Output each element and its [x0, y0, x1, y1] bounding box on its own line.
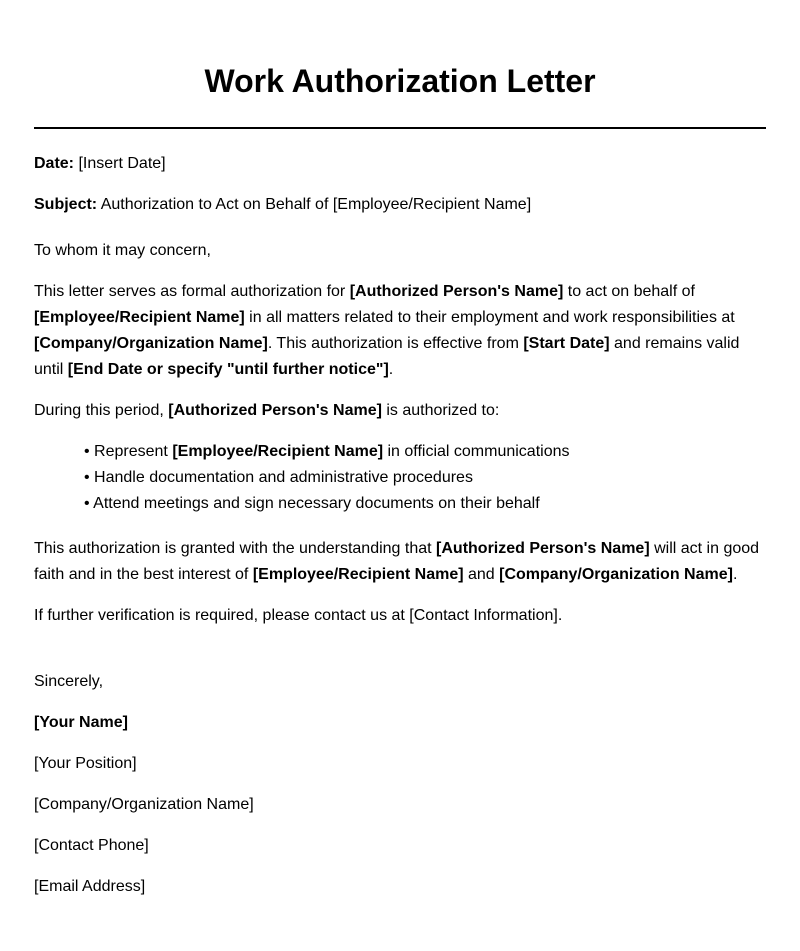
date-value: [Insert Date] [74, 155, 166, 172]
paragraph-text: . This authorization is effective from [267, 335, 524, 352]
authorized-person-placeholder: [Authorized Person's Name] [168, 402, 382, 419]
employee-placeholder: [Employee/Recipient Name] [172, 443, 384, 460]
paragraph-text: This letter serves as formal authorization for [34, 283, 350, 300]
signature-position: [Your Position] [34, 755, 137, 772]
duties-list [34, 439, 766, 517]
company-placeholder: [Company/Organization Name] [499, 566, 733, 583]
paragraph-text: in all matters related to their employment and work responsibilities at [244, 309, 735, 326]
letter-title: Work Authorization Letter [204, 63, 596, 99]
list-item [84, 439, 766, 465]
period-text: is authorized to: [381, 402, 500, 419]
paragraph-text: will act in good faith and in the best interest of [34, 540, 760, 583]
title-divider [34, 127, 766, 129]
authorization-paragraph [34, 279, 766, 383]
paragraph-text: . [732, 566, 738, 583]
salutation: To whom it may concern, [34, 242, 211, 259]
company-placeholder: [Company/Organization Name] [34, 335, 268, 352]
list-item-text: • Represent [84, 443, 173, 460]
signature-phone: [Contact Phone] [34, 837, 149, 854]
signature-company: [Company/Organization Name] [34, 796, 254, 813]
period-line [34, 398, 766, 424]
date-label: Date: [34, 155, 75, 172]
date-line [34, 151, 766, 177]
end-date-placeholder: [End Date or specify "until further notice"] [67, 361, 389, 378]
list-item [84, 465, 766, 491]
list-item [84, 491, 766, 517]
list-item-text: • Handle documentation and administrative procedures [84, 469, 473, 486]
paragraph-text: and [463, 566, 500, 583]
list-item-text: • Attend meetings and sign necessary documents on their behalf [84, 495, 540, 512]
subject-value: Authorization to Act on Behalf of [Employee/Recipient Name] [97, 196, 532, 213]
employee-placeholder: [Employee/Recipient Name] [252, 566, 464, 583]
employee-placeholder: [Employee/Recipient Name] [34, 309, 245, 326]
subject-label: Subject: [34, 196, 98, 213]
paragraph-text: and remains valid until [34, 335, 740, 378]
start-date-placeholder: [Start Date] [523, 335, 610, 352]
authorized-person-placeholder: [Authorized Person's Name] [436, 540, 650, 557]
signature-name [34, 710, 766, 736]
signature-name-text: [Your Name] [34, 714, 128, 731]
paragraph-text: . [388, 361, 394, 378]
signature-email: [Email Address] [34, 878, 146, 895]
period-text: During this period, [34, 402, 169, 419]
paragraph-text: This authorization is granted with the understanding that [34, 540, 437, 557]
paragraph-text: to act on behalf of [563, 283, 695, 300]
verification-line: If further verification is required, please contact us at [Contact Information]. [34, 607, 563, 624]
authorized-person-placeholder: [Authorized Person's Name] [349, 283, 564, 300]
subject-line [34, 192, 766, 218]
closing: Sincerely, [34, 673, 104, 690]
list-item-text: in official communications [383, 443, 570, 460]
granted-paragraph [34, 536, 766, 588]
